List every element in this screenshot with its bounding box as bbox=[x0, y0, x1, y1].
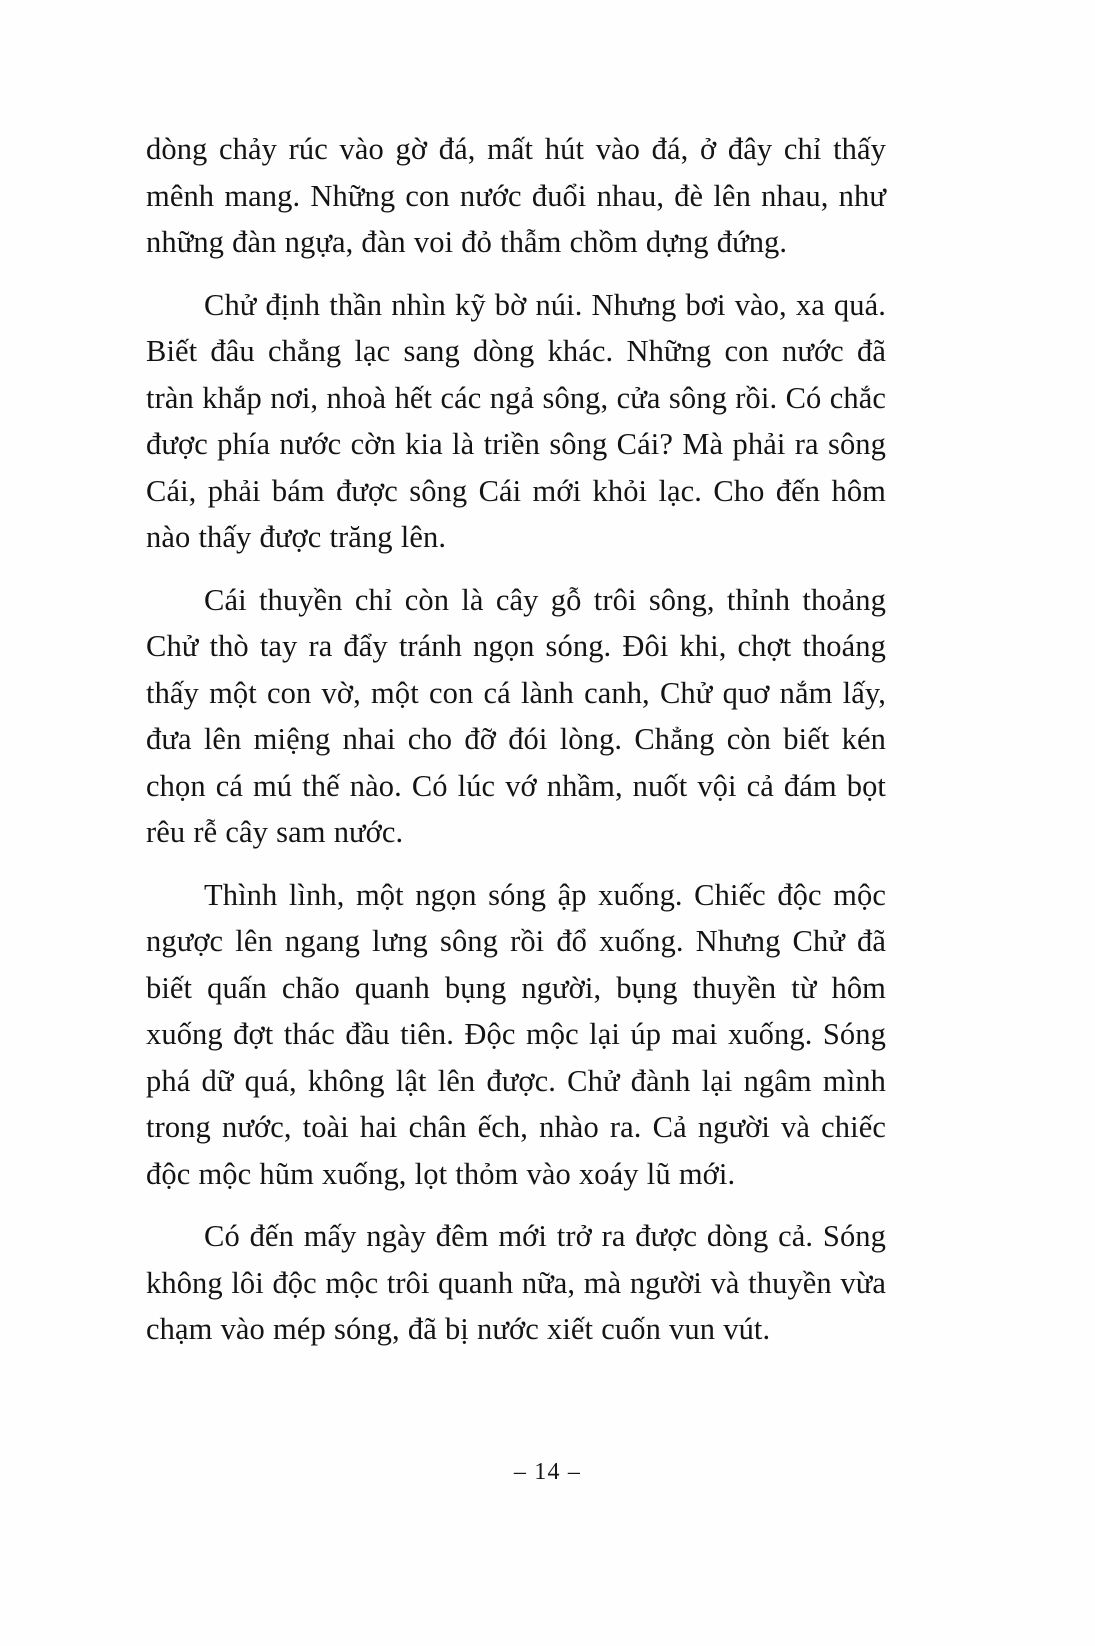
paragraph: Chử định thần nhìn kỹ bờ núi. Nhưng bơi vào, xa quá. Biết đâu chẳng lạc sang dòng khác. Những con nước đã tràn khắp nơi, nhoà hết các ngả sông, cửa sông rồi. Có chắc được phía nước cờn kia là triền sông Cái? Mà phải ra sông Cái, phải bám được sông Cái mới khỏi lạc. Cho đến hôm nào thấy được trăng lên. bbox=[146, 287, 886, 554]
paragraph: Thình lình, một ngọn sóng ập xuống. Chiếc độc mộc ngược lên ngang lưng sông rồi đổ xuống. Nhưng Chử đã biết quấn chão quanh bụng người, bụng thuyền từ hôm xuống đợt thác đầu tiên. Độc mộc lại úp mai xuống. Sóng phá dữ quá, không lật lên được. Chử đành lại ngâm mình trong nước, toài hai chân ếch, nhào ra. Cả người và chiếc độc mộc hũm xuống, lọt thỏm vào xoáy lũ mới. bbox=[146, 877, 886, 1191]
paragraph: Có đến mấy ngày đêm mới trở ra được dòng cả. Sóng không lôi độc mộc trôi quanh nữa, mà người và thuyền vừa chạm vào mép sóng, đã bị nước xiết cuốn vun vút. bbox=[146, 1219, 886, 1346]
paragraph: Cái thuyền chỉ còn là cây gỗ trôi sông, thỉnh thoảng Chử thò tay ra đẩy tránh ngọn sóng. Đôi khi, chợt thoáng thấy một con vờ, một con cá lành canh, Chử quơ nắm lấy, đưa lên miệng nhai cho đỡ đói lòng. Chẳng còn biết kén chọn cá mú thế nào. Có lúc vớ nhầm, nuốt vội cả đám bọt rêu rễ cây sam nước. bbox=[146, 582, 886, 849]
paragraph: dòng chảy rúc vào gờ đá, mất hút vào đá, ở đây chỉ thấy mênh mang. Những con nước đuổi nhau, đè lên nhau, như những đàn ngựa, đàn voi đỏ thẫm chồm dựng đứng. bbox=[146, 132, 886, 259]
body-text-column bbox=[146, 126, 886, 1353]
page-number: – 14 – bbox=[513, 1459, 582, 1485]
